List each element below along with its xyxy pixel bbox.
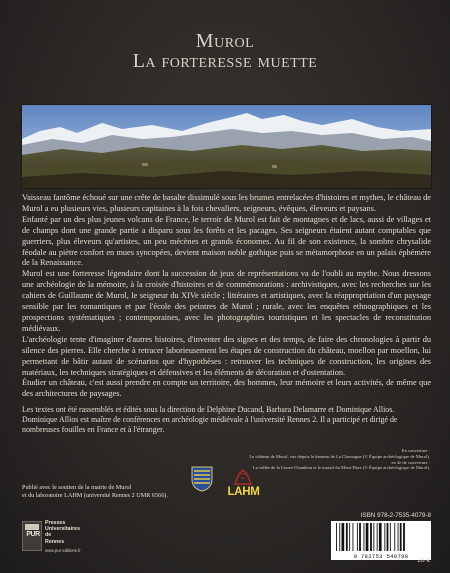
publisher-name [45,520,80,545]
editors-line: Les textes ont été rassemblés et édités sous la direction de Delphine Ducand, Barbara Delamarre et Dominique Allios. [22,405,395,414]
body-paragraph: Vaisseau fantôme échoué sur une crête de basalte dissimulé sous les brumes entrelacées d'histoires et mythes, le château de Murol a eu plusieurs vies, plusieurs capitaines à la fois chevaliers, seigneurs, évêques, éleveurs et paysans. [22,193,431,213]
lahm-logo-text: LAHM [227,486,260,498]
body-paragraph: Enfanté par un des plus jeunes volcans de France, le terroir de Murol est fait de montagnes et de lacs, aussi de villages et de champs dont une grande partie a disparu sous les forêts et les pacages. Ses seigneurs étaient autant comptables que guerriers, plus éleveurs qu'artistes, un peu mécènes et grands économes. Au fil de son existence, la sombre chrysalide féodale au piètre confort en mues syncopées, devient maison noble gothique puis se métamorphose en un palais éphémère de la Renaissance. [22,214,431,268]
isbn-label: ISBN 978-2-7535-4079-8 [360,512,431,519]
mountain-landscape-image [22,105,431,188]
support-line: et du laboratoire LAHM (université Rennes 2 UMR 6566). [22,492,168,499]
publisher-url: www.pur-editions.fr [45,548,81,553]
support-line: Publié avec le soutien de la mairie de Murol [22,484,132,491]
support-note [22,484,182,500]
publisher-name-line: Presses [45,520,66,526]
author-bio: Dominique Allios est maître de conférences en archéologie médiévale à l'université Rennes 2. Il a participé et dirigé de nombreuses fouilles en France et à l'étranger. [22,415,398,435]
caption-line: La vallée de la Couze-Chambon et le massif du Mont-Dore (© Équipe archéologique de Murol). [252,465,430,471]
publisher-name-line: Rennes [45,538,65,545]
murol-crest-icon [191,466,213,492]
body-paragraph: Murol est une forteresse légendaire dont la succession de jeux de représentations va de l'oubli au mythe. Nous dressons une archéologie de la mémoire, à la croisée d'histoires et de commémorations : archivistiques, avec les recherches sur les cahiers de Guillaume de Murol, le seigneur du XIVe siècle ; littéraires et artistiques, avec la réappropriation d'un paysage sensible par les romantiques et par l'école des peintres de Murol ; rurale, avec les enquêtes ethnographiques et les prospections systématiques ; contemporaines, avec les photographies touristiques et les spectacles de reconstitution médiévaux. [22,269,431,333]
barcode-bars-icon [331,521,431,553]
body-text [22,193,431,400]
body-paragraph: Étudier un château, c'est aussi prendre en compte un territoire, des hommes, leur mémoire et leurs activités, de même que des architectures de paysages. [22,378,431,399]
pur-logo-letters: PUR [26,531,40,538]
landscape-photo [21,104,432,189]
body-paragraph: L'archéologie tente d'imaginer d'autres histoires, d'inventer des signes et des temps, de faire des chronologies à partir du silence des pierres. Elle cherche à retracer laborieusement les étapes de construction du château, moellon par moellon, lui permettant de bâtir autant de scénarios que d'hypothèses : retrouver les techniques de construction, les origines des matériaux, les techniques stratégiques et défensives et les éléments de décoration et d'ostentation. [22,334,431,377]
title-line-1: Murol [195,30,255,52]
price: 28 € [417,557,430,564]
title-line-2: La forteresse muette [132,50,318,72]
caption-line: en 4e de couverture : [391,459,430,465]
credits [22,405,431,436]
publisher-name-line: Universitaires [45,526,81,533]
caption-line: Le château de Murol, vue depuis le hameau de La Chassagne (© Équipe archéologique de Murol). [249,453,430,459]
caption-line: En couverture : [401,448,430,453]
publisher-name-line: de [45,532,52,539]
barcode-digits: 9 782753 540798 [333,553,429,560]
